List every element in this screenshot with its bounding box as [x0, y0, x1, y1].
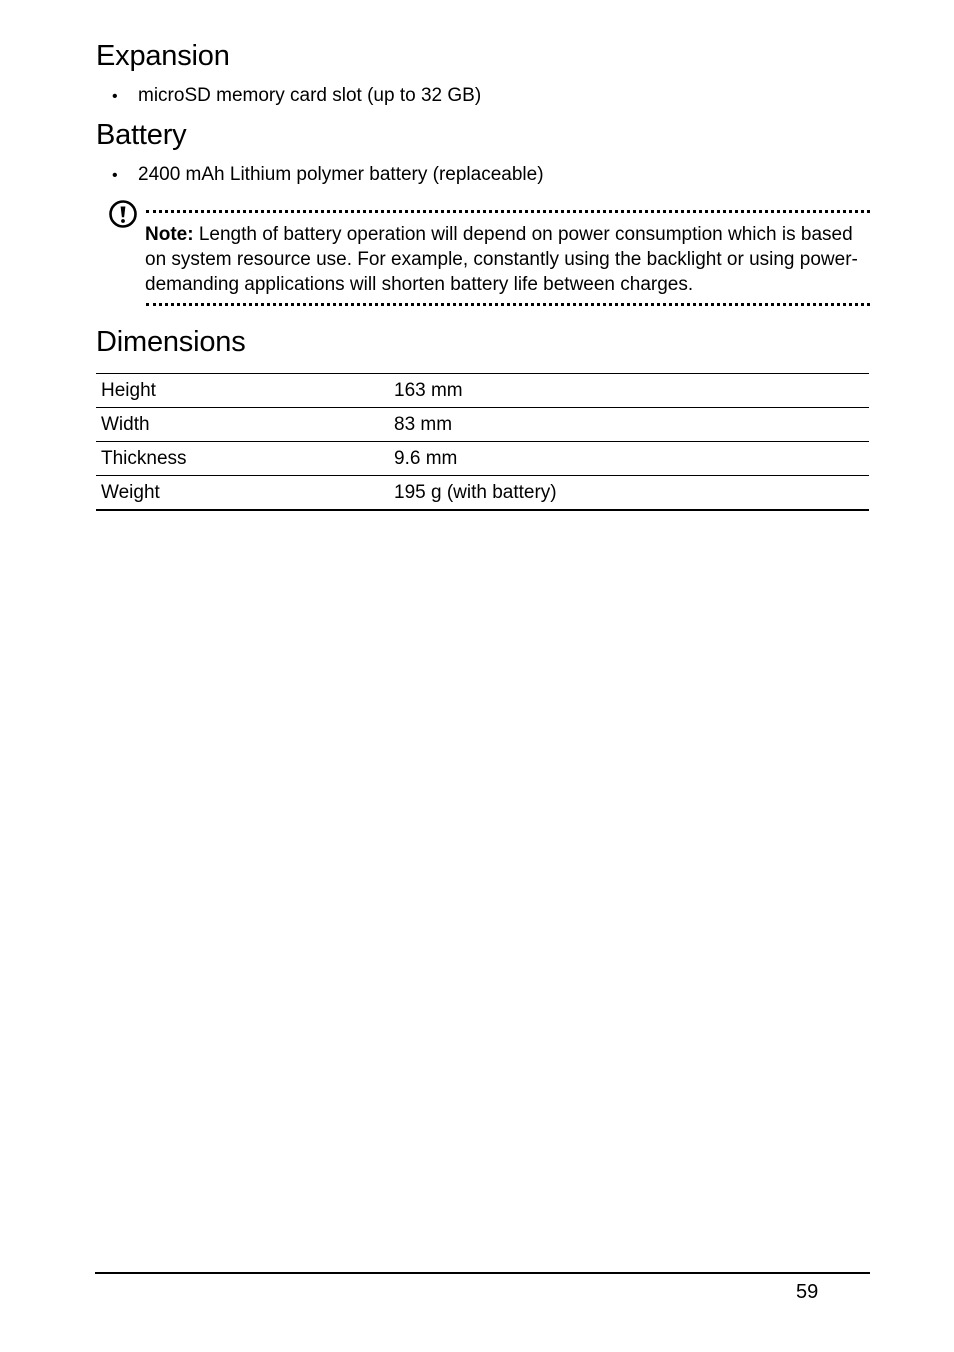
expansion-heading: Expansion: [96, 40, 230, 72]
dimension-value: 9.6 mm: [389, 442, 869, 476]
note-bottom-divider: [146, 303, 870, 306]
table-row: [96, 408, 869, 442]
dimension-value: 163 mm: [389, 374, 869, 408]
dimension-label: Width: [96, 408, 389, 442]
battery-bullet-text: 2400 mAh Lithium polymer battery (replaceable): [138, 164, 544, 185]
dimension-value: 83 mm: [389, 408, 869, 442]
table-row: [96, 442, 869, 476]
battery-heading: Battery: [96, 119, 187, 151]
dimension-label: Weight: [96, 476, 389, 511]
note-body: Length of battery operation will depend on power consumption which is based on system resource use. For example, constantly using the backlight or using power-demanding applications will shorten battery life between charges.: [145, 224, 858, 295]
list-item: [112, 84, 481, 109]
list-item: [112, 163, 544, 188]
note-top-divider: [146, 210, 870, 213]
bullet-icon: •: [112, 88, 118, 105]
expansion-bullet-text: microSD memory card slot (up to 32 GB): [138, 85, 482, 106]
table-row: [96, 374, 869, 408]
dimension-label: Thickness: [96, 442, 389, 476]
dimensions-heading: Dimensions: [96, 326, 246, 358]
bullet-icon: •: [112, 167, 118, 184]
note-label: Note:: [145, 224, 194, 245]
note-text: [145, 222, 865, 297]
dimension-value: 195 g (with battery): [389, 476, 869, 511]
page-number: 59: [796, 1281, 819, 1303]
warning-exclamation-icon: [108, 199, 138, 229]
dimensions-table: [96, 373, 869, 511]
footer-divider: [95, 1272, 870, 1274]
dimension-label: Height: [96, 374, 389, 408]
table-row: [96, 476, 869, 511]
